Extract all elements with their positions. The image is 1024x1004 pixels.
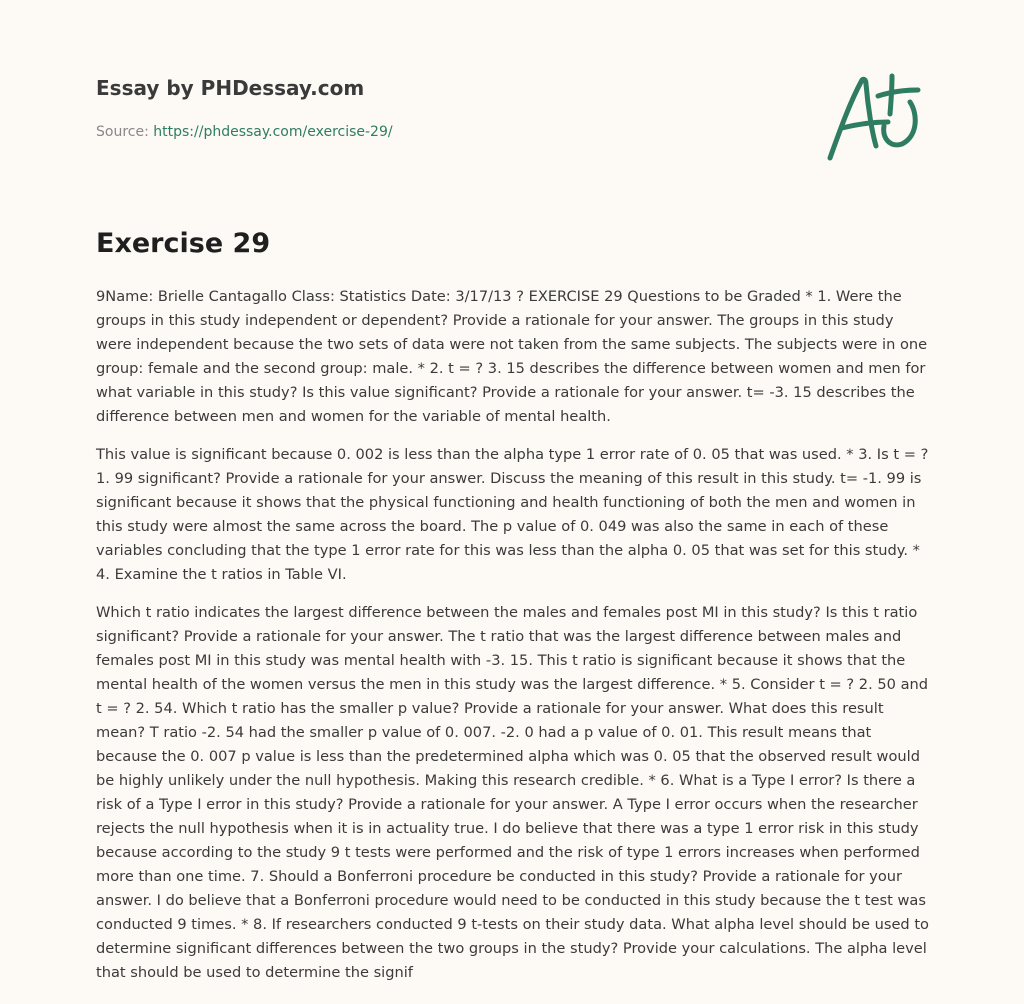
essay-paragraph: This value is significant because 0. 002 is less than the alpha type 1 error rate of 0. 05 that was used. * 3. Is t = ? 1. 99 significant? Provide a rationale for your answer. Discuss the meaning of this result in this study. t= -1. 99 is significant because it shows that the physical functioning and health functioning of both the men and women in this study were almost the same across the board. The p value of 0. 049 was also the same in each of these variables concluding that the type 1 error rate for this was less than the alpha 0. 05 that was set for this study. * 4. Examine the t ratios in Table VI. xyxy=(96,446,929,583)
essay-body xyxy=(96,285,932,999)
a-plus-logo-graphic xyxy=(822,66,926,166)
source-line xyxy=(96,124,393,140)
a-plus-logo xyxy=(822,66,926,166)
essay-title: Exercise 29 xyxy=(96,228,271,259)
essay-paragraph: Which t ratio indicates the largest difference between the males and females post MI in this study? Is this t ratio significant? Provide a rationale for your answer. The t ratio that was the largest difference between males and females post MI in this study was mental health with -3. 15. This t ratio is significant because it shows that the mental health of the women versus the men in this study was the largest difference. * 5. Consider t = ? 2. 50 and t = ? 2. 54. Which t ratio has the smaller p value? Provide a rationale for your answer. What does this result mean? T ratio -2. 54 had the smaller p value of 0. 007. -2. 0 had a p value of 0. 01. This result means that because the 0. 007 p value is less than the predetermined alpha which was 0. 05 that the observed result would be highly unlikely under the null hypothesis. Making this research credible. * 6. What is a Type I error? Is there a risk of a Type I error in this study? Provide a rationale for your answer. A Type I error occurs when the researcher rejects the null hypothesis when it is in actuality true. I do believe that there was a type 1 error risk in this study because according to the study 9 t tests were performed and the risk of type 1 errors increases when performed more than one time. 7. Should a Bonferroni procedure be conducted in this study? Provide a rationale for your answer. I do believe that a Bonferroni procedure would need to be conducted in this study because the t test was conducted 9 times. * 8. If researchers conducted 9 t-tests on their study data. What alpha level should be used to determine significant differences between the two groups in the study? Provide your calculations. The alpha level that should be used to determine the signif xyxy=(96,604,929,981)
page-header xyxy=(96,0,928,200)
source-label: Source: xyxy=(96,124,149,140)
site-title: Essay by PHDessay.com xyxy=(96,76,365,100)
source-link[interactable]: https://phdessay.com/exercise-29/ xyxy=(153,124,393,140)
essay-paragraph: 9Name: Brielle Cantagallo Class: Statistics Date: 3/17/13 ? EXERCISE 29 Questions to be Graded * 1. Were the groups in this study independent or dependent? Provide a rationale for your answer. The groups in this study were independent because the two sets of data were not taken from the same subjects. The subjects were in one group: female and the second group: male. * 2. t = ? 3. 15 describes the difference between women and men for what variable in this study? Is this value significant? Provide a rationale for your answer. t= -3. 15 describes the difference between men and women for the variable of mental health. xyxy=(96,288,928,425)
